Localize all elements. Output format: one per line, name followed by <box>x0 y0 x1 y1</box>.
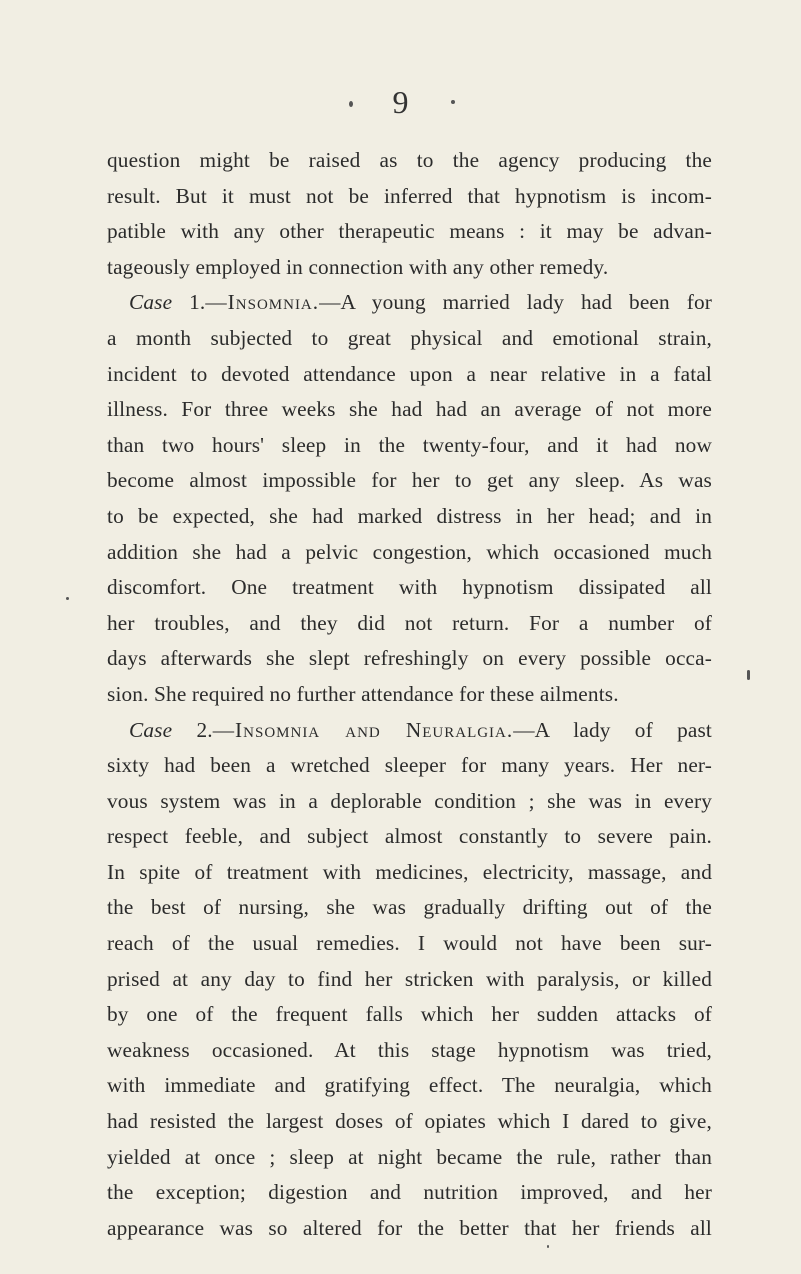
text-line: sixty had been a wretched sleeper for many years. Her ner- <box>107 753 712 778</box>
ink-speck <box>747 670 750 680</box>
ink-speck <box>451 100 455 104</box>
text-line: illness. For three weeks she had had an average of not more <box>107 397 712 422</box>
text-line: respect feeble, and subject almost constantly to severe pain. <box>107 824 712 849</box>
text-line: her troubles, and they did not return. For a number of <box>107 610 712 635</box>
text-line: the exception; digestion and nutrition improved, and her <box>107 1180 712 1205</box>
text-line: incident to devoted attendance upon a near relative in a fatal <box>107 361 712 386</box>
text-line: become almost impossible for her to get any sleep. As was <box>107 468 712 493</box>
page-number: 9 <box>392 84 409 120</box>
text-line: days afterwards she slept refreshingly on every possible occa- <box>107 646 712 671</box>
ink-speck <box>66 597 69 600</box>
text-line: sion. She required no further attendance for these ailments. <box>107 681 619 706</box>
case-title: —Insomnia and Neuralgia. <box>212 717 514 742</box>
text-line: result. But it must not be inferred that hypnotism is incom- <box>107 183 712 208</box>
text-line: weakness occasioned. At this stage hypnotism was tried, <box>107 1037 712 1062</box>
ink-speck <box>349 101 353 107</box>
text-line: than two hours' sleep in the twenty-four, and it had now <box>107 432 712 457</box>
case-2-heading-line <box>107 713 712 749</box>
body-text <box>107 143 712 1246</box>
text-fragment: —A young married lady had been for <box>319 290 712 315</box>
ink-speck <box>547 1245 549 1248</box>
text-line: prised at any day to find her stricken with paralysis, or killed <box>107 966 712 991</box>
text-line: had resisted the largest doses of opiates which I dared to give, <box>107 1109 712 1134</box>
text-line: with immediate and gratifying effect. The neuralgia, which <box>107 1073 712 1098</box>
text-line: tageously employed in connection with any other remedy. <box>107 254 609 279</box>
case-title: —Insomnia. <box>205 290 320 315</box>
text-line: reach of the usual remedies. I would not have been sur- <box>107 931 712 956</box>
case-number: 1. <box>189 290 206 315</box>
text-line: a month subjected to great physical and emotional strain, <box>107 325 712 350</box>
text-line: question might be raised as to the agency producing the <box>107 148 712 172</box>
case-1-heading-line <box>107 285 712 321</box>
text-line: yielded at once ; sleep at night became the rule, rather than <box>107 1144 712 1169</box>
text-line: In spite of treatment with medicines, electricity, massage, and <box>107 859 712 884</box>
text-line: patible with any other therapeutic means : it may be advan- <box>107 219 712 244</box>
case-number: 2. <box>196 717 213 742</box>
case-label: Case <box>129 717 173 742</box>
case-label: Case <box>129 290 173 315</box>
text-line: addition she had a pelvic congestion, which occasioned much <box>107 539 712 564</box>
text-line: discomfort. One treatment with hypnotism dissipated all <box>107 575 712 600</box>
text-line: the best of nursing, she was gradually drifting out of the <box>107 895 712 920</box>
text-line: appearance was so altered for the better that her friends all <box>107 1215 712 1240</box>
text-line: by one of the frequent falls which her sudden attacks of <box>107 1002 712 1027</box>
text-line: to be expected, she had marked distress in her head; and in <box>107 503 712 528</box>
text-fragment: —A lady of past <box>513 717 712 742</box>
text-line: vous system was in a deplorable condition ; she was in every <box>107 788 712 813</box>
